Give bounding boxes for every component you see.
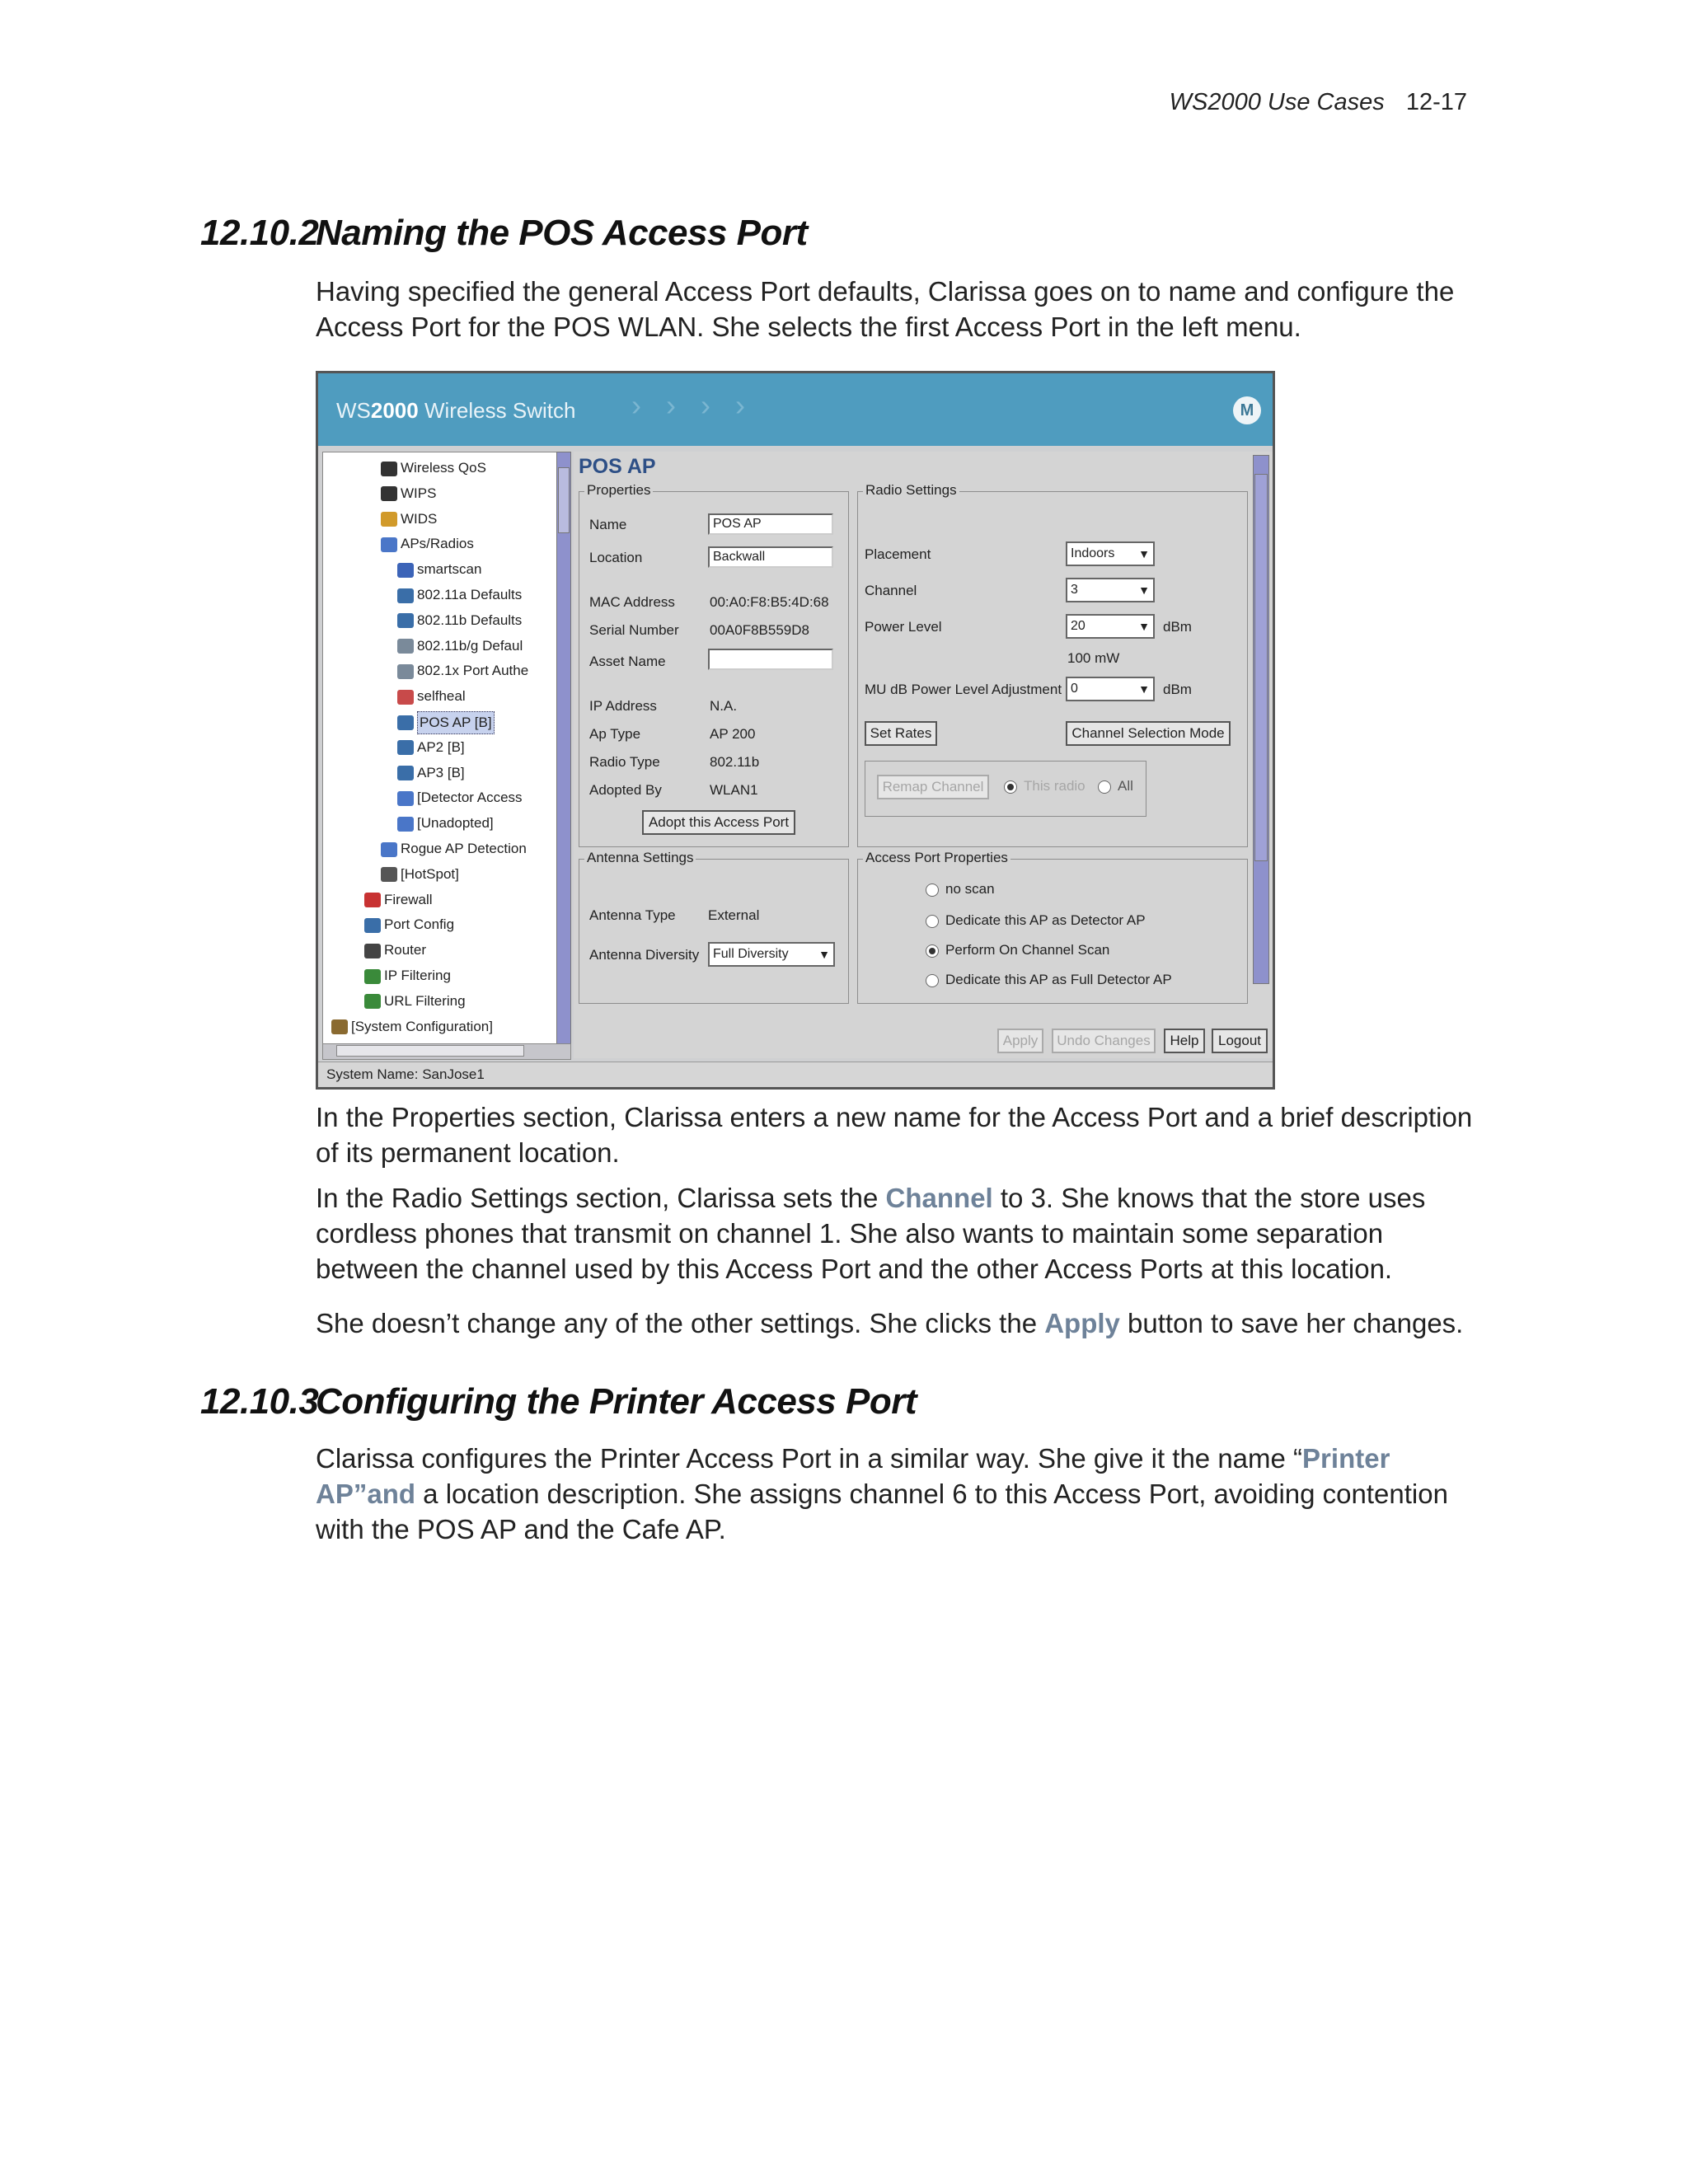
mac-value: 00:A0:F8:B5:4D:68 — [710, 594, 829, 610]
tree-item-label: URL Filtering — [384, 992, 466, 1009]
scroll-thumb[interactable] — [558, 467, 570, 533]
no-scan-option[interactable]: no scan — [926, 881, 995, 898]
paragraph-printer: Clarissa configures the Printer Access Port in a similar way. She give it the name “Printer AP”and a location description. She assigns channel 6 to this Access Port, avoiding contention with the POS AP and the Cafe AP. — [316, 1443, 1448, 1544]
printer-ap-term: Printer AP”and — [316, 1443, 1390, 1509]
tree-item-label: AP3 [B] — [417, 764, 465, 780]
power-level-label: Power Level — [865, 619, 942, 635]
detector-icon — [397, 791, 414, 806]
tree-horizontal-scrollbar[interactable] — [322, 1043, 571, 1060]
adopt-access-port-button[interactable]: Adopt this Access Port — [642, 810, 795, 835]
filter-icon — [364, 969, 381, 984]
navigation-tree[interactable] — [322, 452, 558, 1045]
aptype-value: AP 200 — [710, 726, 756, 742]
mu-power-label: MU dB Power Level Adjustment — [865, 682, 1062, 697]
filter-icon — [364, 994, 381, 1009]
tree-item[interactable] — [397, 584, 523, 606]
rogue-icon — [381, 842, 397, 857]
tree-item-label: Router — [384, 942, 427, 958]
q-icon — [381, 462, 397, 476]
firewall-icon — [364, 893, 381, 907]
tree-item[interactable] — [381, 509, 438, 530]
tree-item[interactable] — [397, 610, 523, 631]
section-heading-printer — [200, 1381, 917, 1422]
tree-item-label: [System Configuration] — [351, 1018, 493, 1034]
hotspot-icon — [381, 867, 397, 882]
tree-item-label: Port Config — [384, 916, 455, 933]
ip-value: N.A. — [710, 698, 738, 714]
paragraph-apply: She doesn’t change any of the other settings. She clicks the Apply button to save her changes. — [316, 1308, 1464, 1338]
app-titlebar — [318, 373, 1273, 446]
adopted-label: Adopted By — [589, 782, 662, 798]
tree-item[interactable] — [397, 737, 465, 758]
power-mw-value: 100 mW — [1067, 650, 1120, 666]
name-label: Name — [589, 517, 627, 532]
tree-item-label: 802.1x Port Authe — [417, 663, 529, 679]
detector-ap-option[interactable]: Dedicate this AP as Detector AP — [926, 912, 1146, 929]
serial-label: Serial Number — [589, 622, 679, 638]
tree-item-label: Firewall — [384, 891, 433, 907]
location-field[interactable]: Backwall — [708, 546, 833, 568]
heal-icon — [397, 690, 414, 705]
ws2000-app-window — [316, 371, 1275, 1090]
tree-item[interactable] — [397, 686, 466, 707]
remap-channel-group — [865, 761, 1146, 817]
serial-value: 00A0F8B559D8 — [710, 622, 809, 638]
tree-item-label: WIDS — [401, 510, 438, 527]
location-label: Location — [589, 550, 643, 565]
tree-item[interactable] — [381, 457, 486, 479]
ip-label: IP Address — [589, 698, 657, 714]
channel-select[interactable]: 3 ▼ — [1066, 578, 1155, 602]
ap-icon — [397, 639, 414, 654]
power-level-select[interactable]: 20 ▼ — [1066, 614, 1155, 639]
apply-term: Apply — [1044, 1308, 1120, 1338]
panel-vertical-scrollbar[interactable] — [1253, 455, 1269, 984]
tree-item-label: 802.11b Defaults — [417, 612, 523, 628]
tree-item-label: [HotSpot] — [401, 865, 459, 882]
port-icon — [364, 918, 381, 933]
tree-item[interactable] — [381, 483, 437, 504]
app-title: WS2000 Wireless Switch — [336, 398, 576, 423]
properties-legend: Properties — [584, 482, 653, 499]
tree-item[interactable] — [397, 787, 523, 808]
name-field[interactable]: POS AP — [708, 513, 833, 535]
help-button[interactable]: Help — [1164, 1029, 1205, 1053]
placement-label: Placement — [865, 546, 931, 562]
motorola-logo-icon: M — [1233, 396, 1261, 424]
antenna-settings-legend: Antenna Settings — [584, 850, 696, 866]
tree-item[interactable] — [397, 762, 465, 784]
q-icon — [381, 486, 397, 501]
section-title: Naming the POS Access Port — [316, 213, 808, 253]
tree-item-label: IP Filtering — [384, 968, 451, 983]
tree-item[interactable] — [364, 991, 466, 1012]
tree-item-label: AP2 [B] — [417, 738, 465, 755]
tree-item[interactable] — [331, 1016, 493, 1038]
chevron-down-icon: ▼ — [1138, 583, 1150, 597]
ap-icon — [397, 588, 414, 603]
tree-item[interactable] — [397, 813, 494, 834]
asset-field[interactable] — [708, 649, 833, 670]
antenna-settings-group — [579, 850, 849, 1004]
paragraph-radio-settings: In the Radio Settings section, Clarissa sets the Channel to 3. She knows that the store uses cordless phones that transmit on channel 1. She also wants to maintain some separation between the channel used by this Access Port and the other Access Ports at this location. — [316, 1183, 1426, 1284]
all-radios-option[interactable]: All — [1098, 778, 1133, 794]
radiotype-value: 802.11b — [710, 754, 760, 770]
main-panel — [574, 452, 1273, 1058]
antenna-type-value: External — [708, 907, 760, 923]
system-config-icon — [331, 1019, 348, 1034]
radio-dot-icon — [926, 974, 939, 987]
running-header-title: WS2000 Use Cases — [1169, 89, 1385, 115]
status-bar — [318, 1062, 1273, 1087]
chevron-down-icon: ▼ — [1138, 620, 1150, 633]
tree-item-label: APs/Radios — [401, 536, 474, 552]
ap-icon — [397, 613, 414, 628]
ap-icon — [397, 766, 414, 780]
channel-label: Channel — [865, 583, 917, 598]
on-channel-scan-option[interactable]: Perform On Channel Scan — [926, 942, 1109, 958]
chevron-down-icon: ▼ — [1138, 547, 1150, 560]
radio-group-icon — [381, 537, 397, 552]
chevron-down-icon: ▼ — [818, 948, 830, 961]
this-radio-option[interactable]: This radio — [1004, 778, 1085, 794]
tree-item-label: POS AP [B] — [417, 711, 495, 734]
logout-button[interactable]: Logout — [1212, 1029, 1268, 1053]
router-icon — [364, 944, 381, 958]
tree-item[interactable] — [381, 864, 459, 885]
properties-group — [579, 482, 849, 847]
section-number: 12.10.3 — [200, 1381, 319, 1422]
placement-select[interactable]: Indoors ▼ — [1066, 541, 1155, 566]
adopted-value: WLAN1 — [710, 782, 758, 798]
tree-item-label: 802.11a Defaults — [417, 587, 523, 602]
set-rates-button[interactable]: Set Rates — [865, 721, 937, 746]
channel-selection-mode-button[interactable]: Channel Selection Mode — [1066, 721, 1231, 746]
scroll-thumb[interactable] — [1254, 474, 1268, 861]
tree-item[interactable] — [381, 838, 527, 860]
lock-icon — [381, 512, 397, 527]
asset-label: Asset Name — [589, 654, 666, 669]
mu-power-select[interactable]: 0 ▼ — [1066, 677, 1155, 701]
chevron-down-icon: ▼ — [1138, 682, 1150, 696]
panel-title: POS AP — [579, 455, 656, 478]
tree-vertical-scrollbar[interactable] — [556, 452, 571, 1045]
paragraph-properties: In the Properties section, Clarissa enters a new name for the Access Port and a brief description of its permanent location. — [316, 1102, 1473, 1168]
decorative-arrows-icon: › › › › — [631, 388, 753, 422]
tree-item[interactable] — [364, 889, 433, 911]
tree-item[interactable] — [397, 635, 523, 657]
antenna-diversity-label: Antenna Diversity — [589, 947, 700, 963]
tree-item[interactable] — [397, 559, 482, 580]
tree-item-label: Rogue AP Detection — [401, 841, 527, 856]
radiotype-label: Radio Type — [589, 754, 660, 770]
radio-dot-icon — [1004, 780, 1017, 794]
tree-item-label: [Unadopted] — [417, 815, 494, 832]
paragraph-intro: Having specified the general Access Port defaults, Clarissa goes on to name and configure the Access Port for the POS WLAN. She selects the first Access Port in the left menu. — [316, 276, 1455, 342]
antenna-type-label: Antenna Type — [589, 907, 676, 923]
tree-item-label: WIPS — [401, 485, 437, 501]
power-unit: dBm — [1163, 619, 1192, 635]
apply-button[interactable]: Apply — [997, 1029, 1043, 1053]
antenna-icon — [397, 563, 414, 578]
radio-dot-icon — [926, 883, 939, 897]
scroll-thumb[interactable] — [336, 1045, 524, 1057]
tree-item-label: selfheal — [417, 688, 466, 705]
section-title: Configuring the Printer Access Port — [316, 1381, 917, 1422]
radio-dot-icon — [1098, 780, 1111, 794]
radio-settings-group — [857, 482, 1248, 847]
aptype-label: Ap Type — [589, 726, 641, 742]
remap-channel-button[interactable]: Remap Channel — [877, 775, 989, 799]
tree-item[interactable] — [397, 660, 529, 682]
page-number: 12-17 — [1405, 89, 1467, 115]
undo-changes-button[interactable]: Undo Changes — [1052, 1029, 1156, 1053]
tree-item-label: [Detector Access — [417, 790, 523, 806]
tree-item-label: Wireless QoS — [401, 460, 486, 476]
tree-item[interactable] — [364, 914, 455, 935]
detector-icon — [397, 817, 414, 832]
tree-item-label: 802.11b/g Defaul — [417, 637, 523, 654]
ap-icon — [397, 664, 414, 679]
running-header — [1170, 89, 1467, 116]
radio-dot-icon — [926, 915, 939, 928]
tree-item[interactable] — [397, 711, 492, 733]
radio-dot-icon — [926, 944, 939, 958]
radio-settings-legend: Radio Settings — [863, 482, 959, 499]
section-heading-naming — [200, 213, 808, 254]
section-number: 12.10.2 — [200, 213, 319, 253]
tree-item[interactable] — [364, 940, 427, 961]
tree-item[interactable] — [381, 533, 474, 555]
ap-icon — [397, 740, 414, 755]
mu-power-unit: dBm — [1163, 682, 1192, 697]
tree-item[interactable] — [364, 965, 451, 987]
access-port-properties-legend: Access Port Properties — [863, 850, 1010, 866]
channel-term: Channel — [885, 1183, 993, 1213]
mac-label: MAC Address — [589, 594, 675, 610]
ap-icon — [397, 715, 414, 730]
full-detector-ap-option[interactable]: Dedicate this AP as Full Detector AP — [926, 972, 1172, 988]
system-name: System Name: SanJose1 — [326, 1066, 485, 1082]
antenna-diversity-select[interactable]: Full Diversity ▼ — [708, 942, 835, 967]
access-port-properties-group — [857, 850, 1248, 1004]
tree-item-label: smartscan — [417, 561, 482, 578]
